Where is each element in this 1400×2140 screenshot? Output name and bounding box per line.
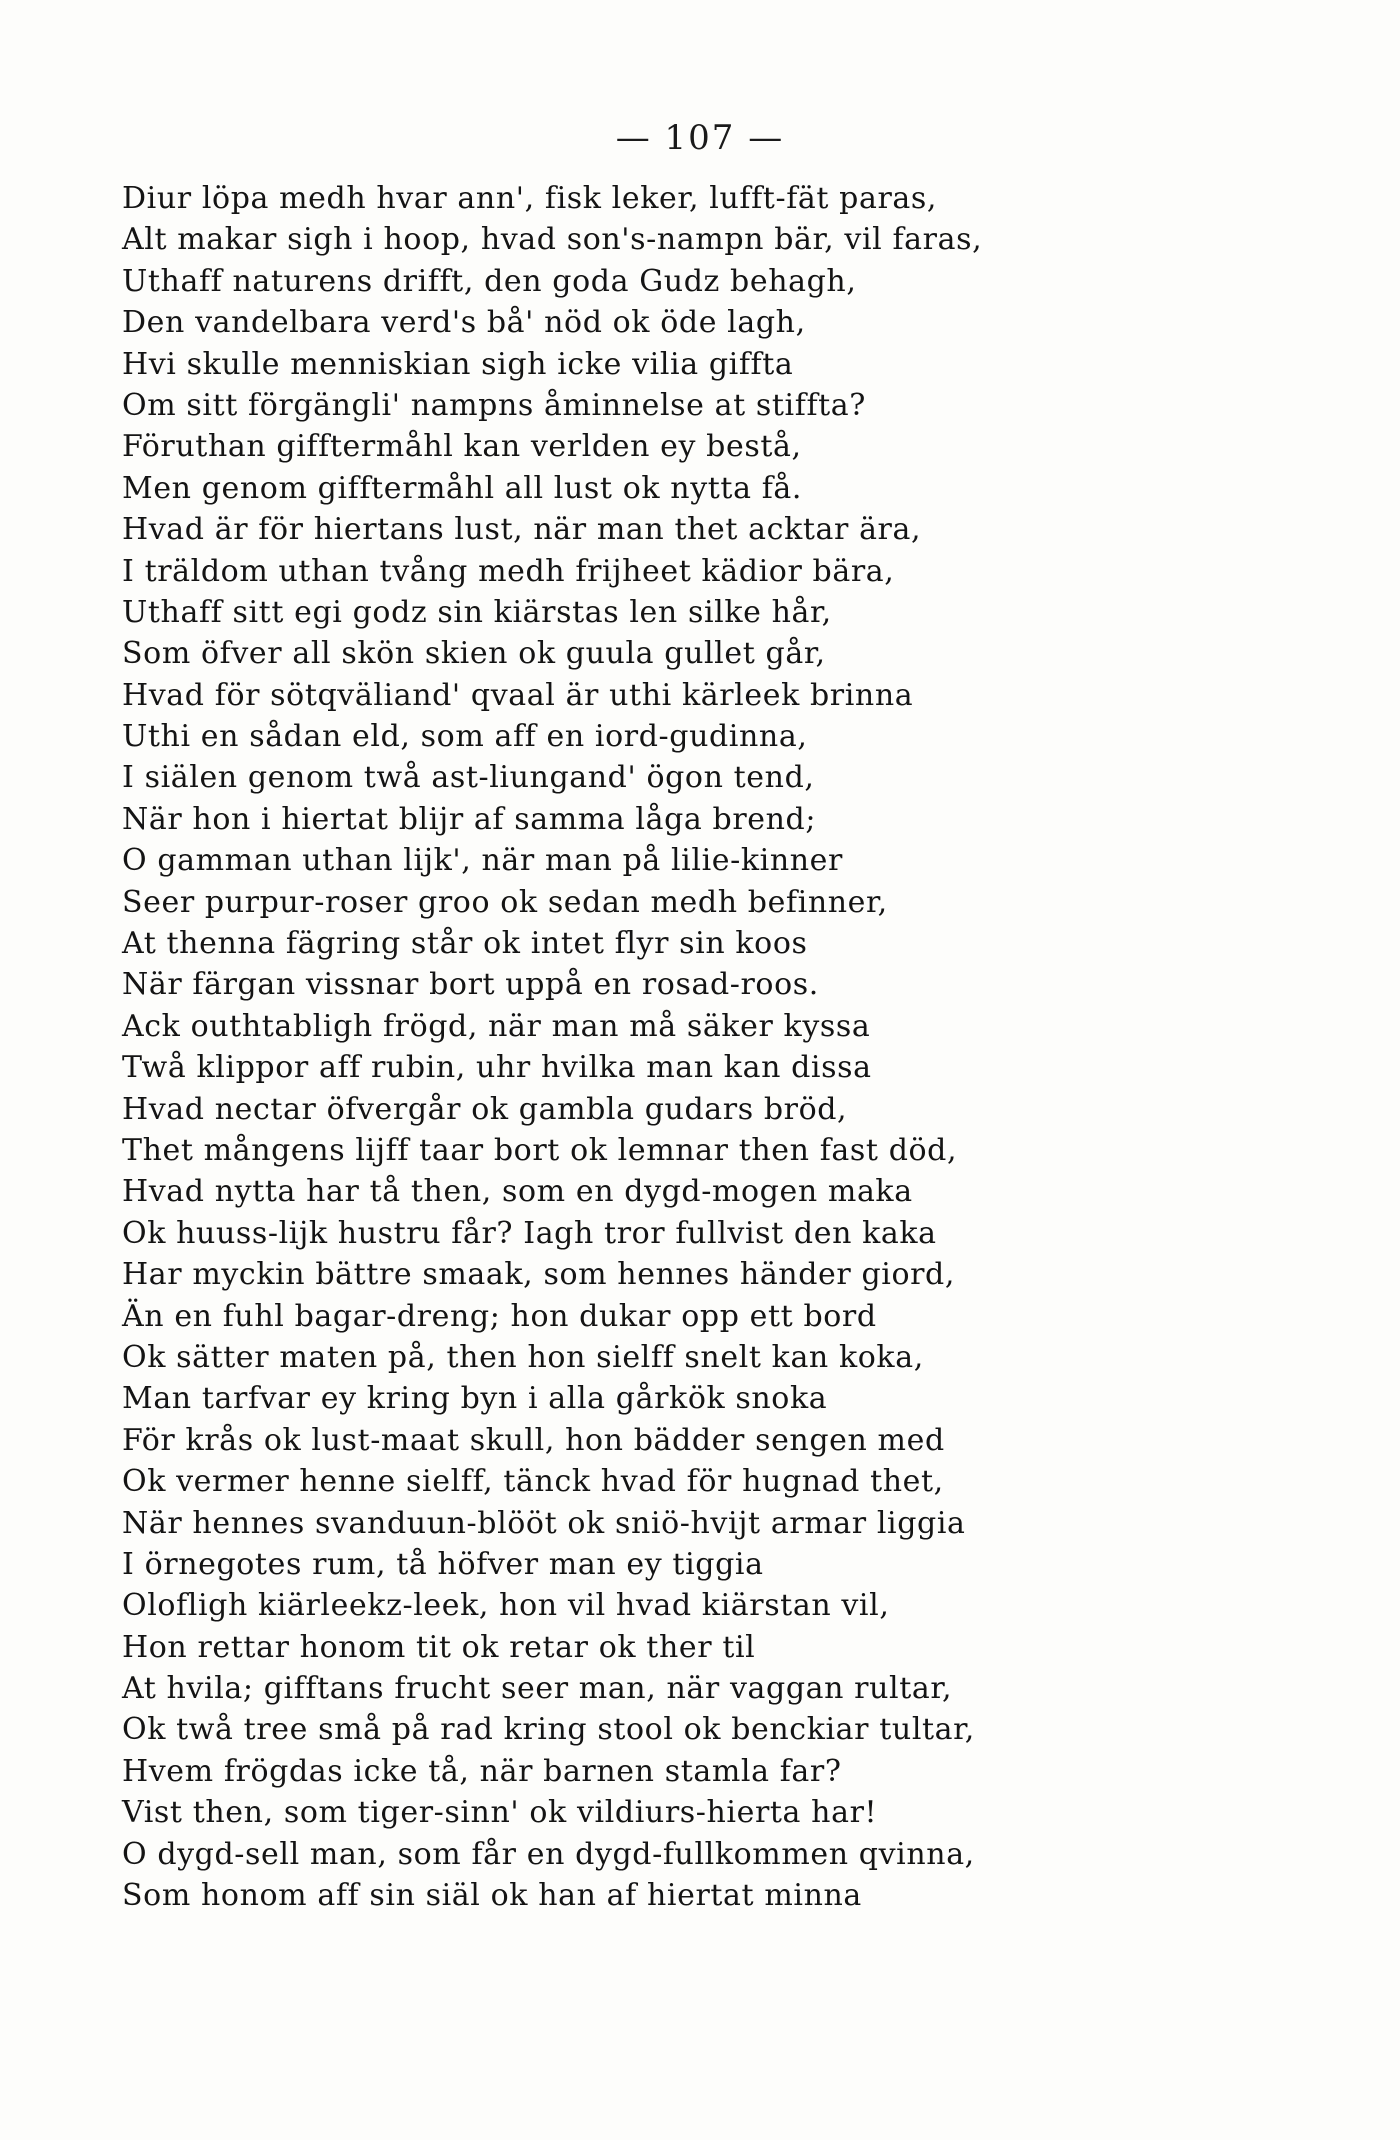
poem-line: Ok vermer henne sielff, tänck hvad för hugnad thet, — [122, 1464, 944, 1500]
poem-line: Uthaff naturens drifft, den goda Gudz behagh, — [122, 263, 857, 299]
poem-line: Hvad nectar öfvergår ok gambla gudars bröd, — [122, 1091, 848, 1127]
poem-line: Alt makar sigh i hoop, hvad son's-nampn bär, vil faras, — [122, 222, 983, 258]
poem-line: Hvad är för hiertans lust, när man thet acktar ära, — [122, 512, 922, 548]
poem-line: När hennes svanduun-blööt ok sniö-hvijt armar liggia — [122, 1505, 966, 1541]
poem-line: Man tarfvar ey kring byn i alla gårkök snoka — [122, 1381, 828, 1417]
poem-line: I träldom uthan tvång medh frijheet kädior bära, — [122, 553, 895, 589]
poem-line: O gamman uthan lijk', när man på lilie-kinner — [122, 843, 843, 879]
poem-line: Uthaff sitt egi godz sin kiärstas len silke hår, — [122, 594, 832, 630]
poem-line: Hvi skulle menniskian sigh icke vilia giffta — [122, 346, 794, 382]
poem-line: Hvad nytta har tå then, som en dygd-mogen maka — [122, 1174, 913, 1210]
poem-line: Ack outhtabligh frögd, när man må säker kyssa — [122, 1008, 871, 1044]
poem-line: Olofligh kiärleekz-leek, hon vil hvad kiärstan vil, — [122, 1588, 890, 1624]
poem-line: Föruthan gifftermåhl kan verlden ey bestå, — [122, 429, 802, 465]
poem-line: Uthi en sådan eld, som aff en iord-gudinna, — [122, 719, 808, 755]
page-number: — 107 — — [615, 118, 785, 158]
poem-line: At hvila; gifftans frucht seer man, när vaggan rultar, — [122, 1671, 953, 1707]
poem-line: Hvad för sötqväliand' qvaal är uthi kärleek brinna — [122, 677, 914, 713]
poem-line: Om sitt förgängli' nampns åminnelse at stiffta? — [122, 387, 866, 423]
poem-line: Hon rettar honom tit ok retar ok ther til — [122, 1629, 756, 1665]
poem-line: Ok huuss-lijk hustru får? Iagh tror fullvist den kaka — [122, 1215, 937, 1251]
poem-line: Som honom aff sin siäl ok han af hiertat minna — [122, 1878, 862, 1914]
poem-line: At thenna fägring står ok intet flyr sin koos — [122, 926, 808, 962]
poem-line: Ok sätter maten på, then hon sielff snelt kan koka, — [122, 1339, 924, 1375]
poem-line: Men genom gifftermåhl all lust ok nytta få. — [122, 470, 803, 506]
poem-line: Diur löpa medh hvar ann', fisk leker, lufft-fät paras, — [122, 181, 938, 216]
poem-line: När hon i hiertat blijr af samma låga brend; — [122, 801, 817, 837]
poem-line: Thet mångens lijff taar bort ok lemnar then fast död, — [122, 1132, 958, 1168]
poem-line: När färgan vissnar bort uppå en rosad-roos. — [122, 967, 819, 1003]
poem-line: I örnegotes rum, tå höfver man ey tiggia — [122, 1546, 764, 1582]
poem-line: Den vandelbara verd's bå' nöd ok öde lagh, — [122, 305, 806, 341]
poem-line: För krås ok lust-maat skull, hon bädder sengen med — [122, 1422, 945, 1458]
poem-line: Som öfver all skön skien ok guula gullet går, — [122, 636, 826, 672]
poem-line: Än en fuhl bagar-dreng; hon dukar opp ett bord — [122, 1298, 877, 1334]
poem-line: Ok twå tree små på rad kring stool ok benckiar tultar, — [122, 1712, 975, 1748]
poem-line: O dygd-sell man, som får en dygd-fullkommen qvinna, — [122, 1836, 975, 1872]
poem-line: Twå klippor aff rubin, uhr hvilka man kan dissa — [122, 1050, 872, 1086]
poem-line: Hvem frögdas icke tå, när barnen stamla far? — [122, 1753, 842, 1789]
poem-line: I siälen genom twå ast-liungand' ögon tend, — [122, 760, 815, 796]
poem-text — [122, 178, 1292, 1916]
poem-line: Seer purpur-roser groo ok sedan medh befinner, — [122, 884, 888, 920]
poem-line: Har myckin bättre smaak, som hennes händer giord, — [122, 1257, 955, 1293]
poem-line: Vist then, som tiger-sinn' ok vildiurs-hierta har! — [122, 1795, 878, 1831]
